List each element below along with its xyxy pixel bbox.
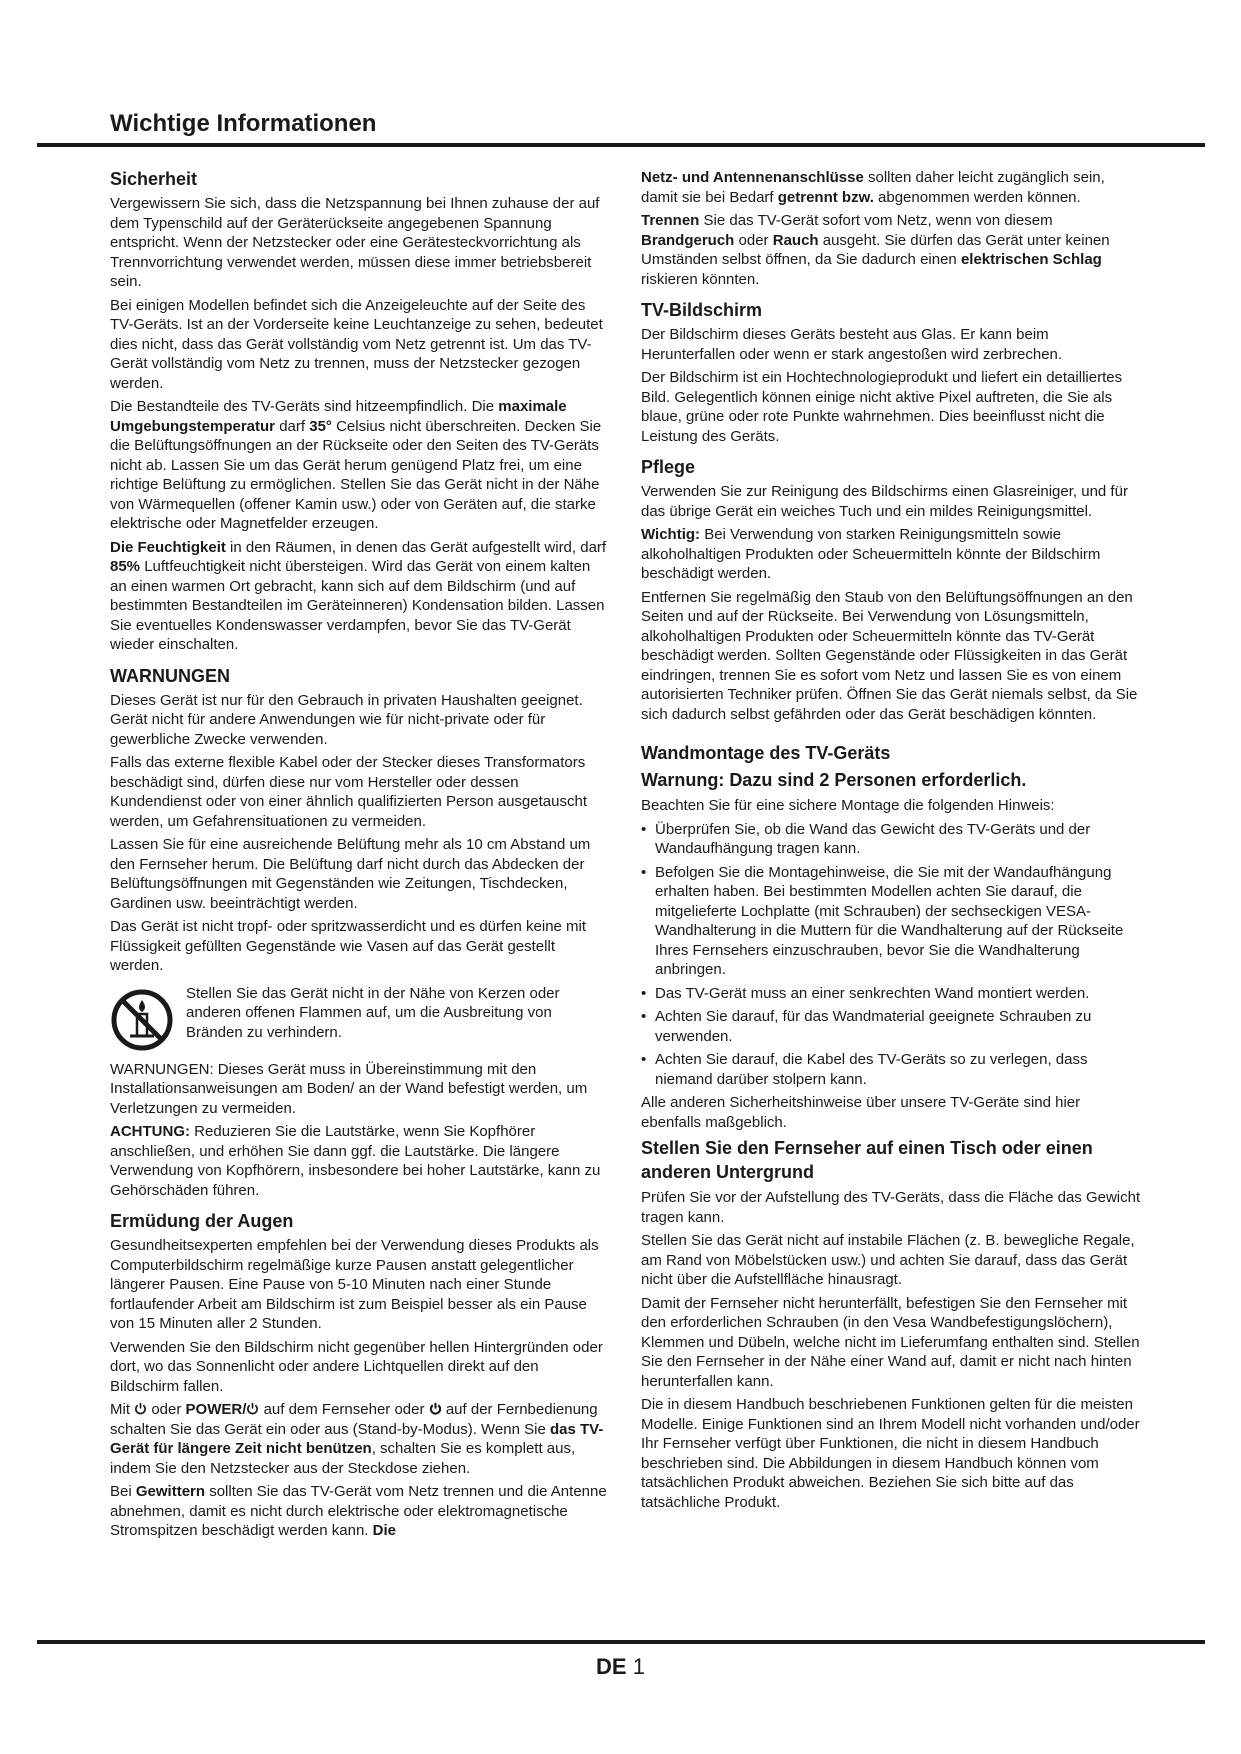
power-icon bbox=[429, 1402, 442, 1415]
page-number: 1 bbox=[632, 1654, 645, 1679]
list-item: • Das TV-Gerät muss an einer senkrechten Wand montiert werden. bbox=[641, 984, 1141, 1004]
page-footer bbox=[0, 1654, 1241, 1680]
right-column bbox=[641, 168, 1141, 1516]
list-item: • Achten Sie darauf, die Kabel des TV-Geräts so zu verlegen, dass niemand darüber stolpern kann. bbox=[641, 1050, 1141, 1089]
paragraph: Vergewissern Sie sich, dass die Netzspannung bei Ihnen zuhause der auf dem Typenschild auf der Geräterückseite angegebenen Spannung entspricht. Wenn der Netzstecker oder eine Gerätesteckvorrichtung als Trennvorrichtung verwendet werden, müssen diese immer betriebsbereit sein. bbox=[110, 195, 600, 290]
paragraph: Stellen Sie das Gerät nicht auf instabile Flächen (z. B. bewegliche Regale, am Rand von Möbelstücken usw.) und achten Sie darauf, dass das Gerät nicht über die Aufstellfläche hinausragt. bbox=[641, 1232, 1135, 1288]
paragraph: Die Feuchtigkeit in den Räumen, in denen das Gerät aufgestellt wird, darf 85% Luftfeuchtigkeit nicht übersteigen. Wird das Gerät von einem kalten an einen warmen Ort gebracht, kann sich auf dem Bildschirm (und auf bestimmten Bestandteilen im Geräteinneren) Kondensation bilden. Lassen Sie eventuelles Kondenswasser verdampfen, bevor Sie das TV-Gerät wieder einschalten. bbox=[110, 538, 607, 653]
paragraph: WARNUNGEN: Dieses Gerät muss in Übereinstimmung mit den Installationsanweisungen am Boden/ an der Wand befestigt werden, um Verletzungen zu vermeiden. bbox=[110, 1060, 588, 1117]
paragraph: Beachten Sie für eine sichere Montage die folgenden Hinweis: bbox=[641, 797, 1055, 814]
paragraph: Die in diesem Handbuch beschriebenen Funktionen gelten für die meisten Modelle. Einige Funktionen sind an Ihrem Modell nicht vorhanden und/oder Ihr Fernseher verfügt über Funktionen, die nicht in diesem Handbuch beschrieben sind. Die Abbildungen in diesem Handbuch können vom tatsächlichen Produkt abweichen. Beziehen Sie sich bitte auf das tatsächliche Produkt. bbox=[641, 1396, 1140, 1511]
paragraph: Gesundheitsexperten empfehlen bei der Verwendung dieses Produkts als Computerbildschirm regelmäßige kurze Pausen anstatt gelegentlicher längerer Pausen. Eine Pause von 5-10 Minuten nach einer Stunde fortlaufender Arbeit am Bildschirm ist zum Beispiel besser als ein Pause von 15 Minuten aller 2 Stunden. bbox=[110, 1237, 599, 1332]
paragraph: Alle anderen Sicherheitshinweise über unsere TV-Geräte sind hier ebenfalls maßgeblich. bbox=[641, 1094, 1081, 1131]
page-title: Wichtige Informationen bbox=[110, 110, 377, 137]
header-rule bbox=[37, 143, 1205, 147]
paragraph: Entfernen Sie regelmäßig den Staub von den Belüftungsöffnungen an den Seiten und auf der Rückseite. Bei Verwendung von Lösungsmitteln, alkoholhaltigen Produkten oder Scheuermitteln könnte das TV-Gerät beschädigt werden. Sollten Gegenstände oder Flüssigkeiten in das Gerät eindringen, trennen Sie es sofort vom Netz und lassen Sie es von einem autorisierten Techniker prüfen. Öffnen Sie das Gerät niemals selbst, da Sie sich dadurch selbst gefährden oder das Gerät beschädigen könnten. bbox=[641, 588, 1138, 723]
list-item: • Befolgen Sie die Montagehinweise, die Sie mit der Wandaufhängung erhalten haben. Bei bestimmten Modellen achten Sie darauf, die mitgelieferte Lochplatte (mit Schrauben) der sechseckigen VESA-Wandhalterung in die Muttern für die Wandhalterung auf der Rückseite Ihres Fernsehers einzuschrauben, bevor Sie die Wandhalterung anbringen. bbox=[641, 863, 1141, 980]
section-heading-warnungen: WARNUNGEN bbox=[110, 665, 230, 686]
section-heading-sicherheit: Sicherheit bbox=[110, 169, 198, 189]
paragraph: Bei Gewittern sollten Sie das TV-Gerät vom Netz trennen und die Antenne abnehmen, damit es nicht durch elektrische oder elektromagnetische Stromspitzen beschädigt werden kann. Die bbox=[110, 1483, 607, 1539]
list-item: • Überprüfen Sie, ob die Wand das Gewicht des TV-Geräts und der Wandaufhängung tragen kann. bbox=[641, 820, 1141, 859]
paragraph: Bei einigen Modellen befindet sich die Anzeigeleuchte auf der Seite des TV-Geräts. Ist an der Vorderseite keine Leuchtanzeige zu sehen, bedeutet dies nicht, dass das Gerät vollständig vom Netz getrennt ist. Um das TV-Gerät vollständig vom Netz zu trennen, muss der Netzstecker gezogen werden. bbox=[110, 296, 603, 392]
mounting-list bbox=[641, 820, 1141, 1090]
paragraph: Verwenden Sie den Bildschirm nicht gegenüber hellen Hintergründen oder dort, wo das Sonnenlicht oder andere Lichtquellen direkt auf den Bildschirm fallen. bbox=[110, 1338, 603, 1395]
section-heading-tisch: Stellen Sie den Fernseher auf einen Tisch oder einen anderen Untergrund bbox=[641, 1138, 1093, 1182]
paragraph: Mit oder POWER/ auf dem Fernseher oder auf der Fernbedienung schalten Sie das Gerät ein oder aus (Stand-by-Modus). Wenn Sie das TV-Gerät für längere Zeit nicht benützen, schalten Sie es komplett aus, indem Sie den Netzstecker aus der Steckdose ziehen. bbox=[110, 1401, 604, 1477]
paragraph: Dieses Gerät ist nur für den Gebrauch in privaten Haushalten geeignet. Gerät nicht für andere Anwendungen wie für nicht-private oder für gewerbliche Zwecke verwenden. bbox=[110, 691, 583, 748]
left-column bbox=[110, 168, 610, 1545]
paragraph: Falls das externe flexible Kabel oder der Stecker dieses Transformators beschädigt sind, dürfen diese nur vom Hersteller oder dessen Kundendienst oder von einer ähnlich qualifizierten Person ausgetauscht werden, um Gefahrensituationen zu vermeiden. bbox=[110, 754, 587, 830]
footer-rule bbox=[37, 1640, 1205, 1644]
power-icon bbox=[246, 1402, 259, 1415]
paragraph: Prüfen Sie vor der Aufstellung des TV-Geräts, dass die Fläche das Gewicht tragen kann. bbox=[641, 1189, 1141, 1226]
paragraph: Lassen Sie für eine ausreichende Belüftung mehr als 10 cm Abstand um den Fernseher herum. Die Belüftung darf nicht durch das Abdecken der Belüftungsöffnungen mit Gegenständen wie Zeitungen, Tischdecken, Gardinen usw. beeinträchtigt werden. bbox=[110, 836, 591, 912]
language-code: DE bbox=[596, 1654, 627, 1679]
paragraph: ACHTUNG: Reduzieren Sie die Lautstärke, wenn Sie Kopfhörer anschließen, und erhöhen Sie dann ggf. die Lautstärke. Die längere Verwendung von Kopfhörern, insbesondere bei hoher Lautstärke, kann zu Gehörschäden führen. bbox=[110, 1123, 601, 1199]
paragraph: Damit der Fernseher nicht herunterfällt, befestigen Sie den Fernseher mit den erforderlichen Schrauben (in den Vesa Wandbefestigungslöchern), Klemmen und Dübeln, welche nicht im Lieferumfang enthalten sind. Stellen Sie den Fernseher in der Nähe einer Wand auf, damit er nicht nach hinten herunterfallen kann. bbox=[641, 1294, 1140, 1390]
candle-warning bbox=[110, 984, 610, 1052]
no-candle-icon bbox=[110, 988, 174, 1052]
paragraph: Der Bildschirm dieses Geräts besteht aus Glas. Er kann beim Herunterfallen oder wenn er stark angestoßen wird zerbrechen. bbox=[641, 326, 1063, 363]
paragraph: Verwenden Sie zur Reinigung des Bildschirms einen Glasreiniger, und für das übrige Gerät ein weiches Tuch und ein mildes Reinigungsmittel. bbox=[641, 483, 1128, 520]
candle-warning-text: Stellen Sie das Gerät nicht in der Nähe von Kerzen oder anderen offenen Flammen auf, um die Ausbreitung von Bränden zu verhindern. bbox=[186, 984, 560, 1041]
paragraph: Die Bestandteile des TV-Geräts sind hitzeempfindlich. Die maximale Umgebungstemperatur darf 35° Celsius nicht überschreiten. Decken Sie die Belüftungsöffnungen an der Rückseite oder den Seiten des TV-Geräts nicht ab. Lassen Sie um das Gerät herum genügend Platz frei, um eine richtige Belüftung zu ermöglichen. Stellen Sie das Gerät nicht in der Nähe von Wärmequellen (offener Kamin usw.) oder von Geräten auf, die starke elektrische oder Magnetfelder erzeugen. bbox=[110, 398, 602, 532]
section-subheading-warnung: Warnung: Dazu sind 2 Personen erforderlich. bbox=[641, 770, 1027, 790]
section-heading-bildschirm: TV-Bildschirm bbox=[641, 300, 763, 320]
section-heading-wandmontage: Wandmontage des TV-Geräts bbox=[641, 743, 891, 763]
power-icon bbox=[134, 1402, 147, 1415]
section-heading-pflege: Pflege bbox=[641, 457, 696, 477]
paragraph: Wichtig: Bei Verwendung von starken Reinigungsmitteln sowie alkoholhaltigen Produkten oder Scheuermitteln könnte der Bildschirm beschädigt werden. bbox=[641, 526, 1101, 582]
section-heading-augen: Ermüdung der Augen bbox=[110, 1211, 294, 1231]
paragraph: Trennen Sie das TV-Gerät sofort vom Netz, wenn von diesem Brandgeruch oder Rauch ausgeht. Sie dürfen das Gerät unter keinen Umständen selbst öffnen, da Sie dadurch einen elektrischen Schlag riskieren könnten. bbox=[641, 212, 1110, 288]
list-item: • Achten Sie darauf, für das Wandmaterial geeignete Schrauben zu verwenden. bbox=[641, 1007, 1141, 1046]
paragraph: Netz- und Antennenanschlüsse sollten daher leicht zugänglich sein, damit sie bei Bedarf getrennt bzw. abgenommen werden können. bbox=[641, 169, 1105, 206]
paragraph: Der Bildschirm ist ein Hochtechnologieprodukt und liefert ein detailliertes Bild. Gelegentlich können einige nicht aktive Pixel auftreten, die Sie als blaue, grüne oder rote Punkte wahrnehmen. Dies beeinflusst nicht die Leistung des Geräts. bbox=[641, 369, 1123, 445]
paragraph: Das Gerät ist nicht tropf- oder spritzwasserdicht und es dürfen keine mit Flüssigkeit gefüllten Gegenstände wie Vasen auf das Gerät gestellt werden. bbox=[110, 918, 587, 974]
